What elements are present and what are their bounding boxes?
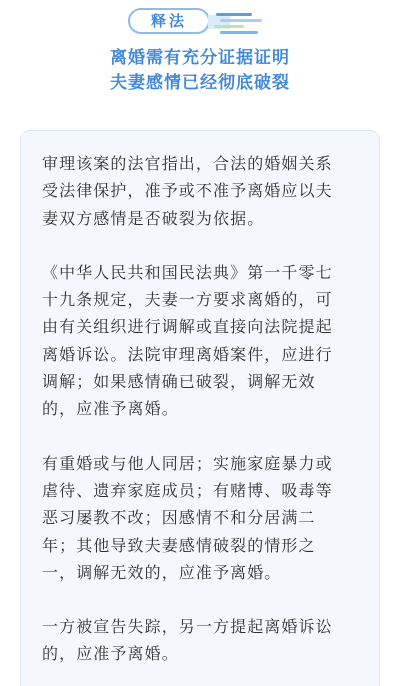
text-line: 有重婚或与他人同居；实施家庭暴力或: [42, 453, 333, 473]
text-line: 一，调解无效的，应准予离婚。: [42, 562, 282, 582]
text-line: 妻双方感情是否破裂为依据。: [42, 208, 265, 228]
text-line: 调解；如果感情确已破裂，调解无效: [42, 372, 316, 392]
text-line: 恶习屡教不改；因感情不和分居满二: [42, 508, 316, 528]
headline-line: 夫妻感情已经彻底破裂: [110, 73, 290, 93]
tag-decoration-bar: [216, 13, 252, 16]
text-line: 年；其他导致夫妻感情破裂的情形之: [42, 535, 316, 555]
section-tag: [0, 6, 400, 40]
paragraph: [42, 450, 364, 586]
text-line: 审理该案的法官指出，合法的婚姻关系: [42, 154, 333, 173]
text-line: 十九条规定，夫妻一方要求离婚的，可: [42, 290, 333, 310]
text-line: 离婚诉讼。法院审理离婚案件，应进行: [42, 344, 333, 364]
paragraph: [42, 613, 364, 668]
tag-decoration-icon: [206, 6, 266, 38]
paragraph: [42, 259, 364, 423]
tag-decoration-bar: [220, 19, 262, 22]
text-line: 虐待、遗弃家庭成员；有赌博、吸毒等: [42, 480, 333, 500]
article-body: [42, 150, 364, 686]
text-line: 《中华人民共和国民法典》第一千零七: [42, 262, 333, 282]
section-tag-label: 释法: [150, 11, 187, 30]
paragraph: [42, 150, 364, 232]
text-line: 由有关组织进行调解或直接向法院提起: [42, 317, 333, 337]
article-headline: [0, 46, 400, 96]
section-tag-pill: [128, 8, 210, 34]
headline-line: 离婚需有充分证据证明: [110, 48, 290, 68]
text-line: 的，应准予离婚。: [42, 644, 179, 664]
text-line: 的，应准予离婚。: [42, 399, 179, 419]
text-line: 受法律保护，准予或不准予离婚应以夫: [42, 181, 333, 201]
tag-decoration-bar: [214, 25, 244, 28]
text-line: 一方被宣告失踪，另一方提起离婚诉讼: [42, 617, 333, 637]
tag-decoration-bar: [220, 31, 258, 34]
